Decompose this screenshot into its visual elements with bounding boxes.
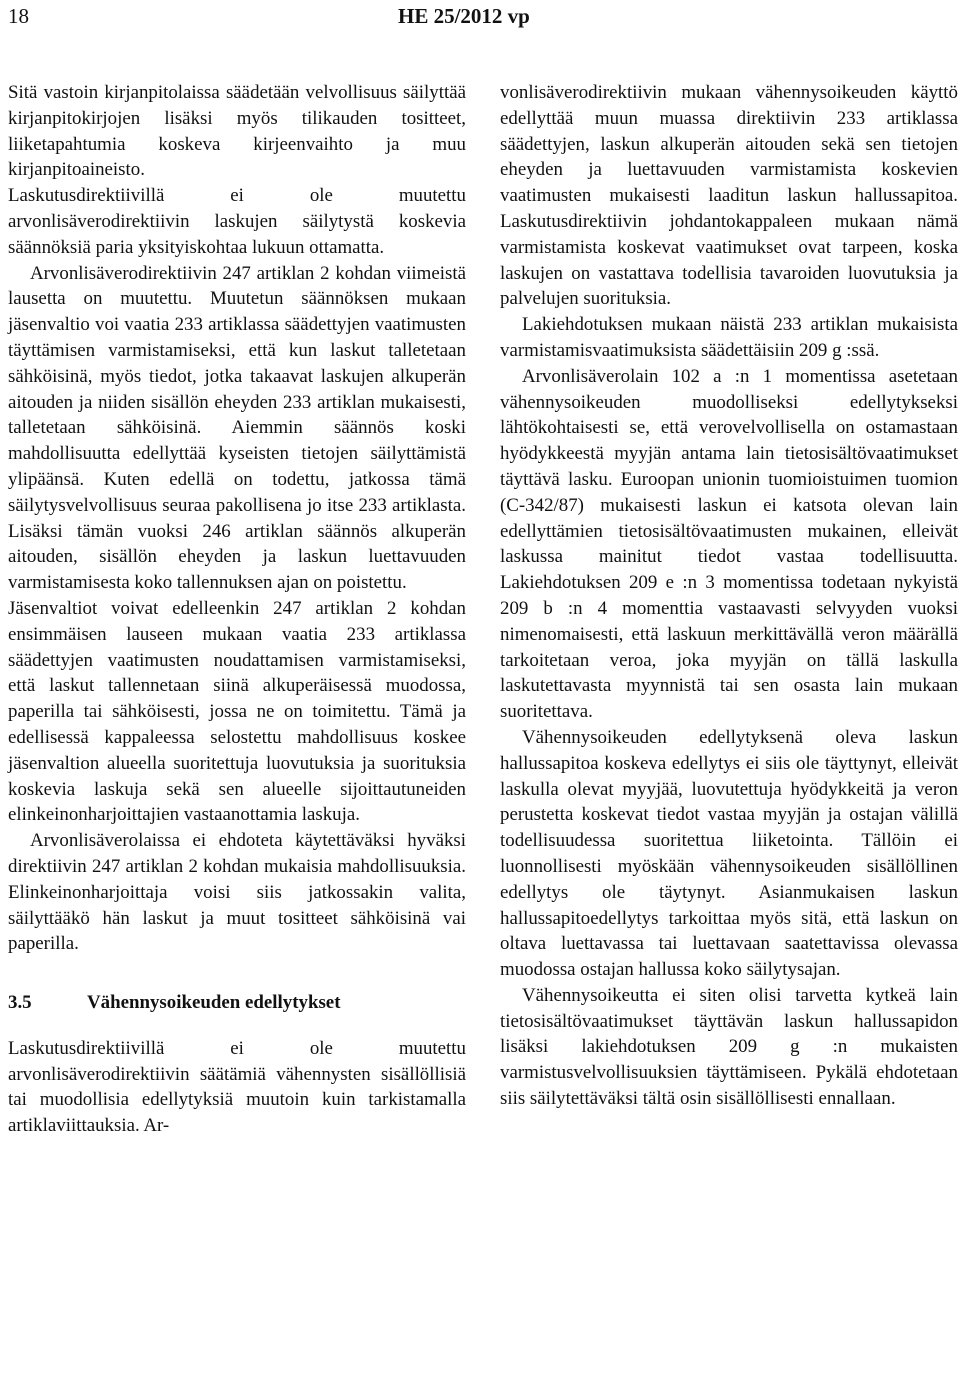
left-column — [8, 80, 466, 1139]
paragraph: Laskutusdirektiivillä ei ole muutettu arvonlisäverodirektiivin laskujen säilytystä koskevia säännöksiä paria yksityiskohtaa lukuun ottamatta. — [8, 185, 466, 258]
paragraph: vonlisäverodirektiivin mukaan vähennysoikeuden käyttö edellyttää muun muassa direktiivin 233 artiklassa säädettyjen, laskun alkuperän aitouden sekä sen tietojen eheyden ja luettavuuden varmistamista koskevien vaatimusten mukaisesti laaditun laskun hallussapitoa. Laskutusdirektiivin johdantokappaleen mukaan nämä varmistamista koskevat vaatimukset ovat tarpeen, koska laskujen on vastattava todellisia tavaroiden luovutuksia ja palvelujen suorituksia. — [500, 82, 958, 310]
paragraph: Arvonlisäverolain 102 a :n 1 momentissa asetetaan vähennysoikeuden muodolliseksi edellytykseksi lähtökohtaisesti se, että verovelvollisella on ostamastaan hyödykkeestä myyjän antama lain tietosisältövaatimukset täyttävä lasku. Euroopan unionin tuomioistuimen tuomion (C-342/87) mukaisesti laskun ei katsota olevan lain edellyttämien tietosisältövaatimusten mukainen, elleivät laskussa mainitut tiedot vastaa todellisuutta. Lakiehdotuksen 209 e :n 3 momentissa todetaan nykyistä 209 b :n 4 momenttia vastaavasti selvyyden vuoksi nimenomaisesti, että laskuun merkittävällä veron määrällä tarkoitetaan veroa, joka myyjän on tällä laskulla laskutettavasta myynnistä tai sen osasta lain mukaan suoritettava. — [500, 365, 958, 723]
paragraph: Sitä vastoin kirjanpitolaissa säädetään velvollisuus säilyttää kirjanpitokirjojen lisäksi myös tilikauden tositteet, liiketapahtumia koskeva kirjeenvaihto ja muu kirjanpitoaineisto. — [8, 82, 466, 181]
page-number: 18 — [8, 4, 29, 28]
paragraph: Vähennysoikeutta ei siten olisi tarvetta kytkeä lain tietosisältövaatimukset täyttävän laskun hallussapidon lisäksi lakiehdotuksen 209 g :n mukaisten varmistusvelvollisuuksien täyttämiseen. Pykälä ehdotetaan siis säilytettäväksi tältä osin sisällöllisesti ennallaan. — [500, 984, 958, 1110]
paragraph: Laskutusdirektiivillä ei ole muutettu arvonlisäverodirektiivin säätämiä vähennysten sisällöllisiä tai muodollisia edellytyksiä muutoin kuin tarkistamalla artiklaviittauksia. Ar- — [8, 1037, 466, 1137]
section-heading — [8, 990, 466, 1016]
section-title: Vähennysoikeuden edellytykset — [87, 992, 341, 1014]
paragraph: Jäsenvaltiot voivat edelleenkin 247 artiklan 2 kohdan ensimmäisen lauseen mukaan vaatia 233 artiklassa säädettyjen vaatimusten noudattamisen varmistamiseksi, että laskut tallennetaan siinä alkuperäisessä muodossa, paperilla tai sähköisesti, jossa ne on toimitettu. Tämä ja edellisessä kappaleessa selostettu mahdollisuus koskee jäsenvaltion alueella suoritettuja luovutuksia ja suorituksia koskevia laskuja sekä sen alueelle sijoittautuneiden elinkeinonharjoittajien vastaanottamia laskuja. — [8, 597, 466, 826]
right-column — [500, 80, 958, 1112]
paragraph: Vähennysoikeuden edellytyksenä oleva laskun hallussapitoa koskeva edellytys ei siis ole täyttynyt, elleivät laskulla olevat myyjää, luovutettuja hyödykkeitä ja veron perustetta koskevat tiedot vastaa myyjän ja ostajan välillä todellisuudessa suoritettua liiketointa. Tällöin ei luonnollisesti myöskään vähennysoikeuden sisällöllinen edellytys ole täytynyt. Asianmukaisen laskun hallussapitoedellytys tarkoittaa myös sitä, että laskun on oltava luettavassa tai luettavaan saatettavissa olevassa muodossa ostajan hallussa koko säilytysajan. — [500, 726, 958, 981]
paragraph: Lakiehdotuksen mukaan näistä 233 artiklan mukaisista varmistamisvaatimuksista säädettäisiin 209 g :ssä. — [500, 314, 958, 361]
paragraph: Arvonlisäverolaissa ei ehdoteta käytettäväksi hyväksi direktiivin 247 artiklan 2 kohdan mukaisia mahdollisuuksia. Elinkeinonharjoittaja voisi siis jatkossakin valita, säilyttääkö hän laskut ja muut tositteet sähköisinä vai paperilla. — [8, 830, 466, 955]
paragraph: Arvonlisäverodirektiivin 247 artiklan 2 kohdan viimeistä lausetta on muutettu. Muutetun säännöksen mukaan jäsenvaltio voi vaatia 233 artiklassa säädettyjen vaatimusten täyttämisen varmistamiseksi, että kun laskut talletetaan sähköisinä, myös tiedot, jotka takaavat laskujen alkuperän aitouden ja niiden sisällön eheyden 233 artiklan mukaisesti, talletetaan sähköisinä. Aiemmin säännös koski mahdollisuutta edellyttää kyseisten tietojen säilyttämistä ylipäänsä. Kuten edellä on todettu, jatkossa tämä säilytysvelvollisuus seuraa pakollisena jo itse 233 artiklasta. Lisäksi tämän vuoksi 246 artiklan säännös alkuperän aitouden, sisällön eheyden ja laskun luettavuuden varmistamisesta koko tallennuksen ajan on poistettu. — [8, 262, 466, 594]
section-number: 3.5 — [8, 992, 32, 1014]
document-id: HE 25/2012 vp — [398, 4, 530, 28]
